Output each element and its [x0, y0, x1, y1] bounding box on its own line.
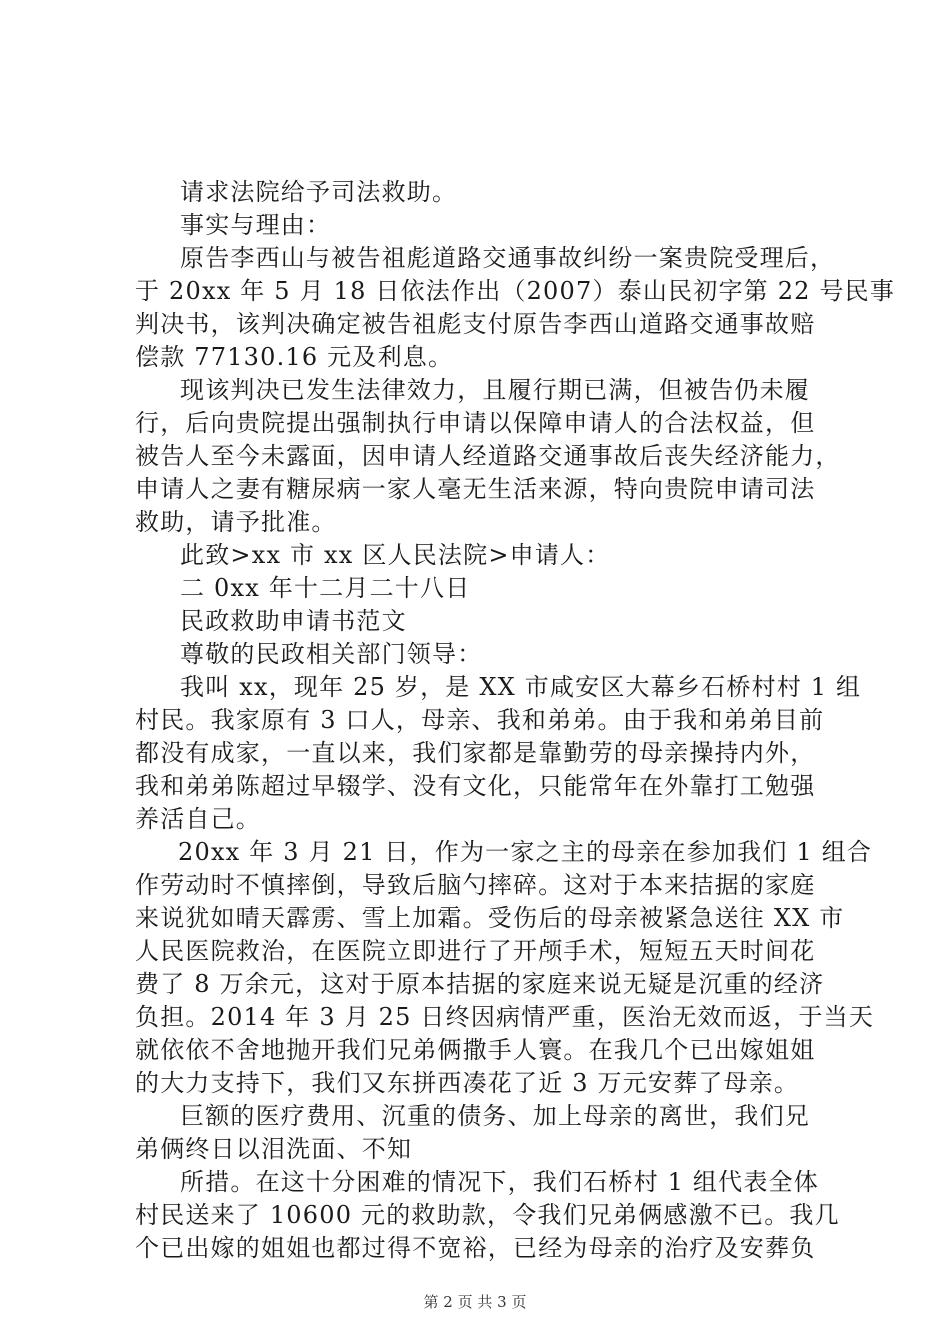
text-line: 原告李西山与被告祖彪道路交通事故纠纷一案贵院受理后，: [180, 244, 836, 272]
text-line: 救助，请予批准。: [135, 508, 337, 536]
text-line: 费了 8 万余元，这对于原本拮据的家庭来说无疑是沉重的经济: [135, 970, 825, 998]
text-line: 都没有成家，一直以来，我们家都是靠勤劳的母亲操持内外，: [135, 739, 816, 767]
text-line: 现该判决已发生法律效力，且履行期已满，但被告仍未履: [180, 376, 810, 404]
text-line: 20xx 年 3 月 21 日，作为一家之主的母亲在参加我们 1 组合: [178, 838, 873, 866]
text-line: 所措。在这十分困难的情况下，我们石桥村 1 组代表全体: [180, 1168, 819, 1196]
text-line: 事实与理由：: [180, 211, 332, 239]
text-line: 我和弟弟陈超过早辍学、没有文化，只能常年在外靠打工勉强: [135, 772, 816, 800]
text-line: 作劳动时不慎摔倒，导致后脑勺摔碎。这对于本来拮据的家庭: [135, 871, 816, 899]
text-line: 养活自己。: [135, 805, 261, 833]
page-footer: 第 2 页 共 3 页: [423, 1293, 527, 1311]
text-line: 的大力支持下，我们又东拼西凑花了近 3 万元安葬了母亲。: [135, 1069, 800, 1097]
text-line: 偿款 77130.16 元及利息。: [135, 343, 454, 371]
text-line: 此致>xx 市 xx 区人民法院>申请人：: [180, 541, 611, 569]
text-line: 村民送来了 10600 元的救助款，令我们兄弟俩感激不已。我几: [135, 1201, 840, 1229]
text-line: 于 20xx 年 5 月 18 日依法作出（2007）泰山民初字第 22 号民事: [135, 277, 896, 305]
text-line: 弟俩终日以泪洗面、不知: [135, 1135, 413, 1163]
text-line: 就依依不舍地抛开我们兄弟俩撒手人寰。在我几个已出嫁姐姐: [135, 1036, 816, 1064]
text-line: 申请人之妻有糖尿病一家人毫无生活来源，特向贵院申请司法: [135, 475, 816, 503]
text-line: 被告人至今未露面，因申请人经道路交通事故后丧失经济能力，: [135, 442, 841, 470]
text-line: 尊敬的民政相关部门领导：: [180, 640, 483, 668]
text-line: 行，后向贵院提出强制执行申请以保障申请人的合法权益，但: [135, 409, 816, 437]
text-line: 民政救助申请书范文: [180, 607, 407, 635]
text-line: 村民。我家原有 3 口人，母亲、我和弟弟。由于我和弟弟目前: [135, 706, 825, 734]
text-line: 判决书，该判决确定被告祖彪支付原告李西山道路交通事故赔: [135, 310, 816, 338]
text-line: 我叫 xx，现年 25 岁，是 XX 市咸安区大幕乡石桥村村 1 组: [180, 673, 862, 701]
text-line: 请求法院给予司法救助。: [180, 178, 458, 206]
text-line: 负担。2014 年 3 月 25 日终因病情严重，医治无效而返，于当天: [135, 1003, 875, 1031]
text-line: 人民医院救治，在医院立即进行了开颅手术，短短五天时间花: [135, 937, 816, 965]
text-line: 二 0xx 年十二月二十八日: [180, 574, 471, 602]
text-line: 个已出嫁的姐姐也都过得不宽裕，已经为母亲的治疗及安葬负: [135, 1234, 816, 1262]
text-line: 来说犹如晴天霹雳、雪上加霜。受伤后的母亲被紧急送往 XX 市: [135, 904, 845, 932]
text-line: 巨额的医疗费用、沉重的债务、加上母亲的离世，我们兄: [180, 1102, 810, 1130]
